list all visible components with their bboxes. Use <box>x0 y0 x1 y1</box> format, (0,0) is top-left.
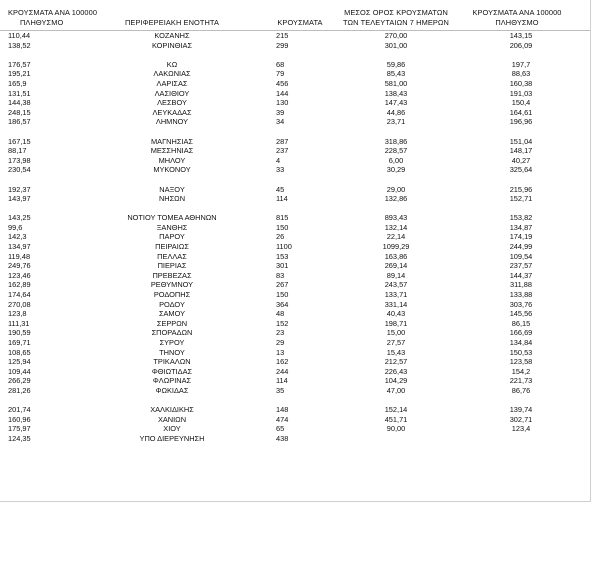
cell-per100k: 119,48 <box>8 251 31 261</box>
cell-avg7: 1099,29 <box>382 242 410 252</box>
cell-per100k-7d: 151,04 <box>509 136 533 146</box>
cell-per100k: 110,44 <box>8 31 31 40</box>
cell-per100k-7d: 221,73 <box>509 376 533 386</box>
cell-cases: 68 <box>276 59 285 69</box>
cell-region: ΛΑΚΩΝΙΑΣ <box>153 69 191 79</box>
cell-per100k-7d: 154,2 <box>511 366 531 376</box>
cell-avg7: 30,29 <box>386 165 406 175</box>
cell-per100k-7d: 123,4 <box>511 424 531 434</box>
cell-region: ΠΙΕΡΙΑΣ <box>157 261 187 271</box>
cell-per100k: 123,8 <box>8 309 27 319</box>
cell-region: ΛΕΥΚΑΔΑΣ <box>152 107 192 117</box>
table-row <box>0 319 590 329</box>
cell-per100k: 249,76 <box>8 261 31 271</box>
cell-per100k: 175,97 <box>8 424 31 434</box>
cell-per100k-7d: 191,03 <box>509 88 533 98</box>
cell-cases: 150 <box>276 222 289 232</box>
table-row <box>0 232 590 242</box>
cell-region: ΜΥΚΟΝΟΥ <box>153 165 191 175</box>
cell-per100k: 169,71 <box>8 338 31 347</box>
cell-cases: 39 <box>276 107 285 117</box>
cell-cases: 162 <box>276 357 289 367</box>
cell-avg7: 331,14 <box>384 299 408 309</box>
cell-avg7: 270,00 <box>384 31 408 40</box>
cell-cases: 23 <box>276 328 285 338</box>
cell-per100k-7d: 143,15 <box>509 31 533 40</box>
table-row <box>0 261 590 271</box>
cell-per100k-7d: 215,96 <box>509 184 533 194</box>
cell-per100k-7d: 303,76 <box>509 299 533 309</box>
cell-cases: 48 <box>276 309 285 319</box>
header-per100k-line2: ΠΛΗΘΥΣΜΟ <box>20 18 64 27</box>
table-row <box>0 434 590 444</box>
cell-region: ΦΩΚΙΔΑΣ <box>155 385 189 395</box>
cell-avg7: 47,00 <box>386 385 406 395</box>
header-per100k-7d-line1: ΚΡΟΥΣΜΑΤΑ ΑΝΑ 100000 <box>472 8 562 17</box>
cell-region: ΠΕΙΡΑΙΩΣ <box>155 242 189 252</box>
cell-per100k: 160,96 <box>8 414 31 424</box>
cell-per100k-7d: 139,74 <box>509 405 533 415</box>
cell-region: ΝΑΞΟΥ <box>159 184 185 194</box>
cell-per100k: 124,35 <box>8 433 31 443</box>
cell-cases: 4 <box>276 155 281 165</box>
cell-avg7: 40,43 <box>386 309 406 319</box>
cell-per100k: 281,26 <box>8 385 31 395</box>
cell-region: ΣΥΡΟΥ <box>159 338 185 347</box>
cell-avg7: 243,57 <box>384 280 408 290</box>
table-row <box>0 300 590 310</box>
cell-cases: 45 <box>276 184 285 194</box>
cell-cases: 34 <box>276 117 285 127</box>
cell-avg7: 269,14 <box>384 261 408 271</box>
cell-region: ΞΑΝΘΗΣ <box>156 222 188 232</box>
cell-avg7: 89,14 <box>386 270 406 280</box>
cell-per100k-7d: 325,64 <box>509 165 533 175</box>
table-row <box>0 252 590 262</box>
table-row <box>0 415 590 425</box>
cell-region: ΡΟΔΟΠΗΣ <box>153 290 191 300</box>
cell-cases: 438 <box>276 433 289 443</box>
cell-cases: 65 <box>276 424 285 434</box>
table-row <box>0 108 590 118</box>
table-row <box>0 328 590 338</box>
cell-region: ΚΟΖΑΝΗΣ <box>154 31 190 40</box>
cell-avg7: 226,43 <box>384 366 408 376</box>
cell-per100k-7d: 302,71 <box>509 414 533 424</box>
cell-cases: 153 <box>276 251 289 261</box>
cell-per100k-7d: 311,88 <box>509 280 533 290</box>
cell-avg7: 133,71 <box>384 290 408 300</box>
table-row <box>0 280 590 290</box>
cell-region: ΧΑΝΙΩΝ <box>157 414 187 424</box>
cell-region: ΣΑΜΟΥ <box>158 309 186 319</box>
table-row <box>0 424 590 434</box>
table-row <box>0 137 590 147</box>
cell-avg7: 212,57 <box>384 357 408 367</box>
cell-per100k-7d: 86,15 <box>511 318 531 328</box>
table-row <box>0 146 590 156</box>
cell-cases: 83 <box>276 270 285 280</box>
header-region: ΠΕΡΙΦΕΡΕΙΑΚΗ ΕΝΟΤΗΤΑ <box>125 18 219 27</box>
cell-per100k: 143,25 <box>8 213 31 223</box>
table-row <box>0 376 590 386</box>
cell-region: ΛΑΡΙΣΑΣ <box>156 78 188 88</box>
cell-cases: 815 <box>276 213 289 223</box>
table-row <box>0 338 590 348</box>
cell-per100k: 143,97 <box>8 194 31 204</box>
cell-per100k-7d: 86,76 <box>511 385 531 395</box>
table-body <box>0 31 590 444</box>
cell-per100k-7d: 166,69 <box>509 328 533 338</box>
cell-per100k: 248,15 <box>8 107 31 117</box>
cell-per100k: 131,51 <box>8 88 31 98</box>
cell-cases: 364 <box>276 299 289 309</box>
header-cases: ΚΡΟΥΣΜΑΤΑ <box>277 18 323 27</box>
cell-cases: 26 <box>276 232 285 242</box>
cell-cases: 33 <box>276 165 285 175</box>
cell-cases: 114 <box>276 194 288 204</box>
cell-cases: 474 <box>276 414 289 424</box>
cell-region: ΦΘΙΩΤΙΔΑΣ <box>151 366 193 376</box>
cell-region: ΛΑΣΙΘΙΟΥ <box>154 88 190 98</box>
table-row <box>0 290 590 300</box>
table-row <box>0 271 590 281</box>
table-row <box>0 309 590 319</box>
cell-region: ΜΕΣΣΗΝΙΑΣ <box>150 146 194 156</box>
cell-region: ΤΡΙΚΑΛΩΝ <box>153 357 191 367</box>
cell-per100k: 162,89 <box>8 280 31 290</box>
cell-region: ΦΛΩΡΙΝΑΣ <box>152 376 192 386</box>
header-per100k-7d-line2: ΠΛΗΘΥΣΜΟ <box>495 18 539 27</box>
table-row <box>0 213 590 223</box>
row-spacer <box>0 50 590 60</box>
cell-per100k: 173,98 <box>8 155 31 165</box>
cell-cases: 1100 <box>276 242 292 252</box>
table-row <box>0 348 590 358</box>
table-row <box>0 60 590 70</box>
header-avg7-line2: ΤΩΝ ΤΕΛΕΥΤΑΙΩΝ 7 ΗΜΕΡΩΝ <box>343 18 449 27</box>
cell-avg7: 132,14 <box>384 222 408 232</box>
cell-avg7: 301,00 <box>384 40 408 50</box>
cell-region: ΚΟΡΙΝΘΙΑΣ <box>151 40 193 50</box>
row-spacer <box>0 396 590 406</box>
table-row <box>0 165 590 175</box>
cell-region: ΤΗΝΟΥ <box>159 347 185 357</box>
cell-region: ΠΕΛΛΑΣ <box>157 251 187 261</box>
cell-cases: 287 <box>276 136 289 146</box>
cell-per100k: 174,64 <box>8 290 31 300</box>
cell-per100k: 201,74 <box>8 405 31 415</box>
cell-region: ΣΕΡΡΩΝ <box>156 318 188 328</box>
table-row <box>0 69 590 79</box>
cell-cases: 114 <box>276 376 288 386</box>
table-row <box>0 117 590 127</box>
cell-per100k-7d: 109,54 <box>509 251 533 261</box>
cell-per100k: 142,3 <box>8 232 27 242</box>
cell-per100k: 111,31 <box>8 318 30 328</box>
cell-per100k: 192,37 <box>8 184 31 194</box>
cell-per100k: 144,38 <box>8 98 31 108</box>
cell-avg7: 15,00 <box>386 328 406 338</box>
cell-cases: 237 <box>276 146 289 156</box>
cell-avg7: 15,43 <box>386 347 406 357</box>
cell-avg7: 59,86 <box>386 59 406 69</box>
cell-cases: 301 <box>276 261 289 271</box>
table-row <box>0 357 590 367</box>
cell-per100k: 123,46 <box>8 270 31 280</box>
cell-per100k-7d: 150,4 <box>511 98 531 108</box>
cell-per100k: 167,15 <box>8 136 31 146</box>
cell-per100k-7d: 40,27 <box>511 155 531 165</box>
cell-avg7: 85,43 <box>386 69 406 79</box>
row-spacer <box>0 204 590 214</box>
table-row <box>0 223 590 233</box>
cell-avg7: 451,71 <box>384 414 408 424</box>
header-avg7 <box>336 8 456 28</box>
table-row <box>0 89 590 99</box>
table-row <box>0 405 590 415</box>
cell-region: ΠΑΡΟΥ <box>159 232 185 242</box>
cell-avg7: 44,86 <box>386 107 406 117</box>
cell-per100k-7d: 88,63 <box>511 69 531 79</box>
cell-per100k-7d: 174,19 <box>509 232 533 242</box>
cell-avg7: 163,86 <box>384 251 408 261</box>
cell-cases: 244 <box>276 366 289 376</box>
table-row <box>0 41 590 51</box>
table-row <box>0 185 590 195</box>
cell-region: ΜΗΛΟΥ <box>158 155 186 165</box>
cell-per100k-7d: 123,58 <box>509 357 533 367</box>
cell-per100k: 190,59 <box>8 328 31 338</box>
cell-cases: 79 <box>276 69 285 79</box>
cell-region: ΧΑΛΚΙΔΙΚΗΣ <box>150 405 194 415</box>
cell-per100k: 109,44 <box>8 366 31 376</box>
cell-cases: 215 <box>276 31 289 40</box>
cell-cases: 29 <box>276 338 285 347</box>
cell-region: ΚΩ <box>166 59 178 69</box>
cell-cases: 150 <box>276 290 289 300</box>
table-row <box>0 367 590 377</box>
cell-region: ΛΕΣΒΟΥ <box>157 98 187 108</box>
cell-avg7: 27,57 <box>386 338 406 347</box>
cell-cases: 299 <box>276 40 289 50</box>
cell-cases: 35 <box>276 385 285 395</box>
table-row <box>0 98 590 108</box>
table-header <box>0 8 590 30</box>
table-row <box>0 31 590 41</box>
table-row <box>0 386 590 396</box>
cell-region: ΣΠΟΡΑΔΩΝ <box>151 328 193 338</box>
cell-avg7: 893,43 <box>384 213 408 223</box>
row-spacer <box>0 175 590 185</box>
cell-avg7: 138,43 <box>384 88 408 98</box>
cell-per100k: 99,6 <box>8 222 23 232</box>
cell-per100k-7d: 196,96 <box>509 117 533 127</box>
cell-per100k: 266,29 <box>8 376 31 386</box>
cell-avg7: 23,71 <box>386 117 406 127</box>
cell-region: ΡΟΔΟΥ <box>159 299 185 309</box>
cell-avg7: 104,29 <box>384 376 408 386</box>
row-spacer <box>0 127 590 137</box>
cell-per100k: 186,57 <box>8 117 31 127</box>
cell-per100k-7d: 153,82 <box>509 213 533 223</box>
header-avg7-line1: ΜΕΣΟΣ ΟΡΟΣ ΚΡΟΥΣΜΑΤΩΝ <box>344 8 448 17</box>
cell-region: ΝΗΣΩΝ <box>158 194 186 204</box>
cell-per100k: 134,97 <box>8 242 31 252</box>
cell-per100k: 230,54 <box>8 165 31 175</box>
cell-per100k-7d: 145,56 <box>509 309 533 319</box>
cell-per100k-7d: 133,88 <box>509 290 533 300</box>
cell-avg7: 132,86 <box>384 194 408 204</box>
cell-per100k-7d: 160,38 <box>509 78 533 88</box>
cell-per100k: 88,17 <box>8 146 27 156</box>
cell-per100k: 176,57 <box>8 59 31 69</box>
header-per100k-7d <box>462 8 572 28</box>
cell-avg7: 152,14 <box>384 405 408 415</box>
cell-cases: 152 <box>276 318 289 328</box>
cell-per100k-7d: 150,53 <box>509 347 533 357</box>
cell-per100k-7d: 134,84 <box>509 338 533 347</box>
cell-region: ΧΙΟΥ <box>163 424 181 434</box>
cell-region: ΛΗΜΝΟΥ <box>155 117 189 127</box>
header-per100k-line1: ΚΡΟΥΣΜΑΤΑ ΑΝΑ 100000 <box>8 8 98 17</box>
cell-region: ΠΡΕΒΕΖΑΣ <box>152 270 192 280</box>
cell-per100k: 108,65 <box>8 347 31 357</box>
cell-avg7: 198,71 <box>384 318 408 328</box>
cell-avg7: 147,43 <box>384 98 408 108</box>
cell-per100k-7d: 148,17 <box>509 146 533 156</box>
cell-per100k-7d: 237,57 <box>509 261 533 271</box>
cell-per100k-7d: 152,71 <box>509 194 533 204</box>
cell-cases: 267 <box>276 280 289 290</box>
cell-per100k: 165,9 <box>8 78 27 88</box>
cell-avg7: 6,00 <box>388 155 404 165</box>
cell-per100k-7d: 144,37 <box>509 270 533 280</box>
cell-avg7: 228,57 <box>384 146 408 156</box>
cell-per100k: 138,52 <box>8 40 31 50</box>
cell-cases: 144 <box>276 88 289 98</box>
table-row <box>0 156 590 166</box>
cell-cases: 456 <box>276 78 289 88</box>
cell-per100k-7d: 206,09 <box>509 40 533 50</box>
cell-cases: 13 <box>276 347 285 357</box>
cell-per100k: 125,94 <box>8 357 31 367</box>
cell-per100k-7d: 197,7 <box>511 59 531 69</box>
cell-per100k-7d: 164,61 <box>509 107 533 117</box>
cell-avg7: 318,86 <box>384 136 408 146</box>
cell-region: ΜΑΓΝΗΣΙΑΣ <box>151 136 193 146</box>
table-row <box>0 194 590 204</box>
cell-cases: 130 <box>276 98 289 108</box>
cell-avg7: 90,00 <box>386 424 406 434</box>
cell-avg7: 22,14 <box>386 232 406 242</box>
cell-per100k-7d: 134,87 <box>509 222 533 232</box>
cell-per100k: 270,08 <box>8 299 31 309</box>
cell-region: ΝΟΤΙΟΥ ΤΟΜΕΑ ΑΘΗΝΩΝ <box>127 213 217 223</box>
table-row <box>0 79 590 89</box>
cell-avg7: 581,00 <box>384 78 408 88</box>
cell-avg7: 29,00 <box>386 184 406 194</box>
cell-region: ΡΕΘΥΜΝΟΥ <box>150 280 194 290</box>
cell-region: ΥΠΟ ΔΙΕΡΕΥΝΗΣΗ <box>139 433 205 443</box>
cell-per100k: 195,21 <box>8 69 31 79</box>
table-row <box>0 242 590 252</box>
cell-cases: 148 <box>276 405 289 415</box>
cell-per100k-7d: 244,99 <box>509 242 533 252</box>
